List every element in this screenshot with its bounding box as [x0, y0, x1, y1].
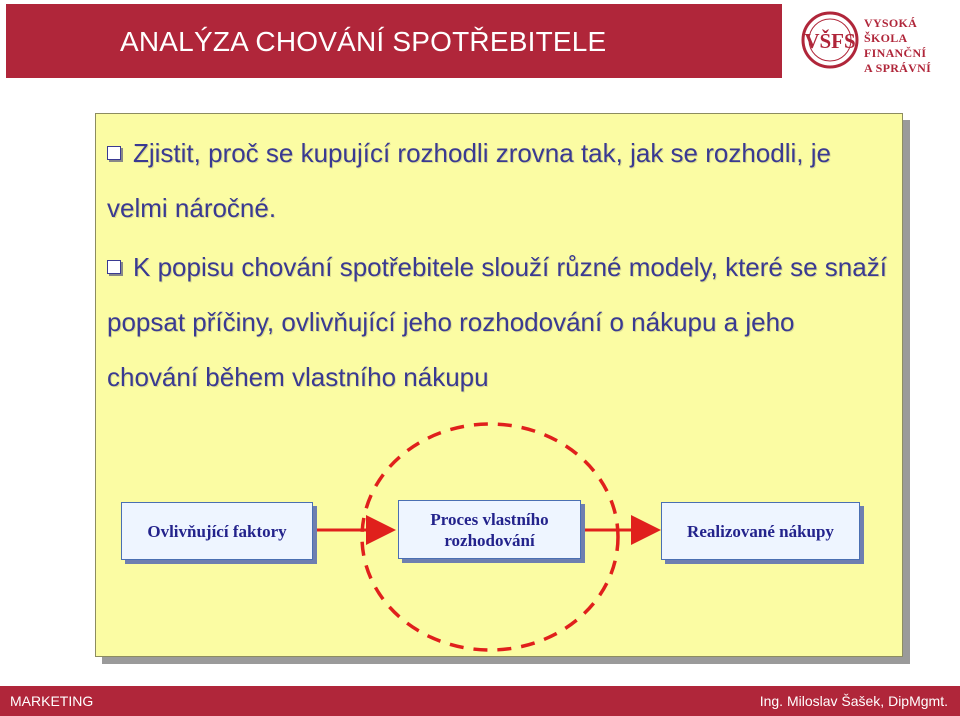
school-name-line: VYSOKÁ ŠKOLA [864, 16, 918, 45]
logo-mark: VŠFS [804, 29, 856, 53]
box-decision-process [398, 500, 581, 559]
school-name-line: A SPRÁVNÍ [864, 61, 932, 75]
box-label: Ovlivňující faktory [147, 521, 287, 541]
box-label: Proces vlastního rozhodování [430, 509, 549, 550]
footer-bar [0, 686, 960, 716]
footer-course: MARKETING [10, 693, 94, 709]
box-influencing-factors [121, 502, 313, 560]
slide-title: ANALÝZA CHOVÁNÍ SPOTŘEBITELE [120, 26, 607, 57]
school-name-line: FINANČNÍ [864, 46, 927, 60]
paragraph-text: Zjistit, proč se kupující rozhodli zrovna tak, jak se rozhodli, je velmi náročné. [107, 138, 831, 223]
box-realized-purchases [661, 502, 860, 560]
footer-author: Ing. Miloslav Šašek, DipMgmt. [759, 693, 948, 709]
box-label: Realizované nákupy [687, 521, 834, 541]
paragraph-text: K popisu chování spotřebitele slouží různé modely, které se snaží popsat příčiny, ovlivňující jeho rozhodování o nákupu a jeho chování během vlastního nákupu [107, 252, 887, 392]
